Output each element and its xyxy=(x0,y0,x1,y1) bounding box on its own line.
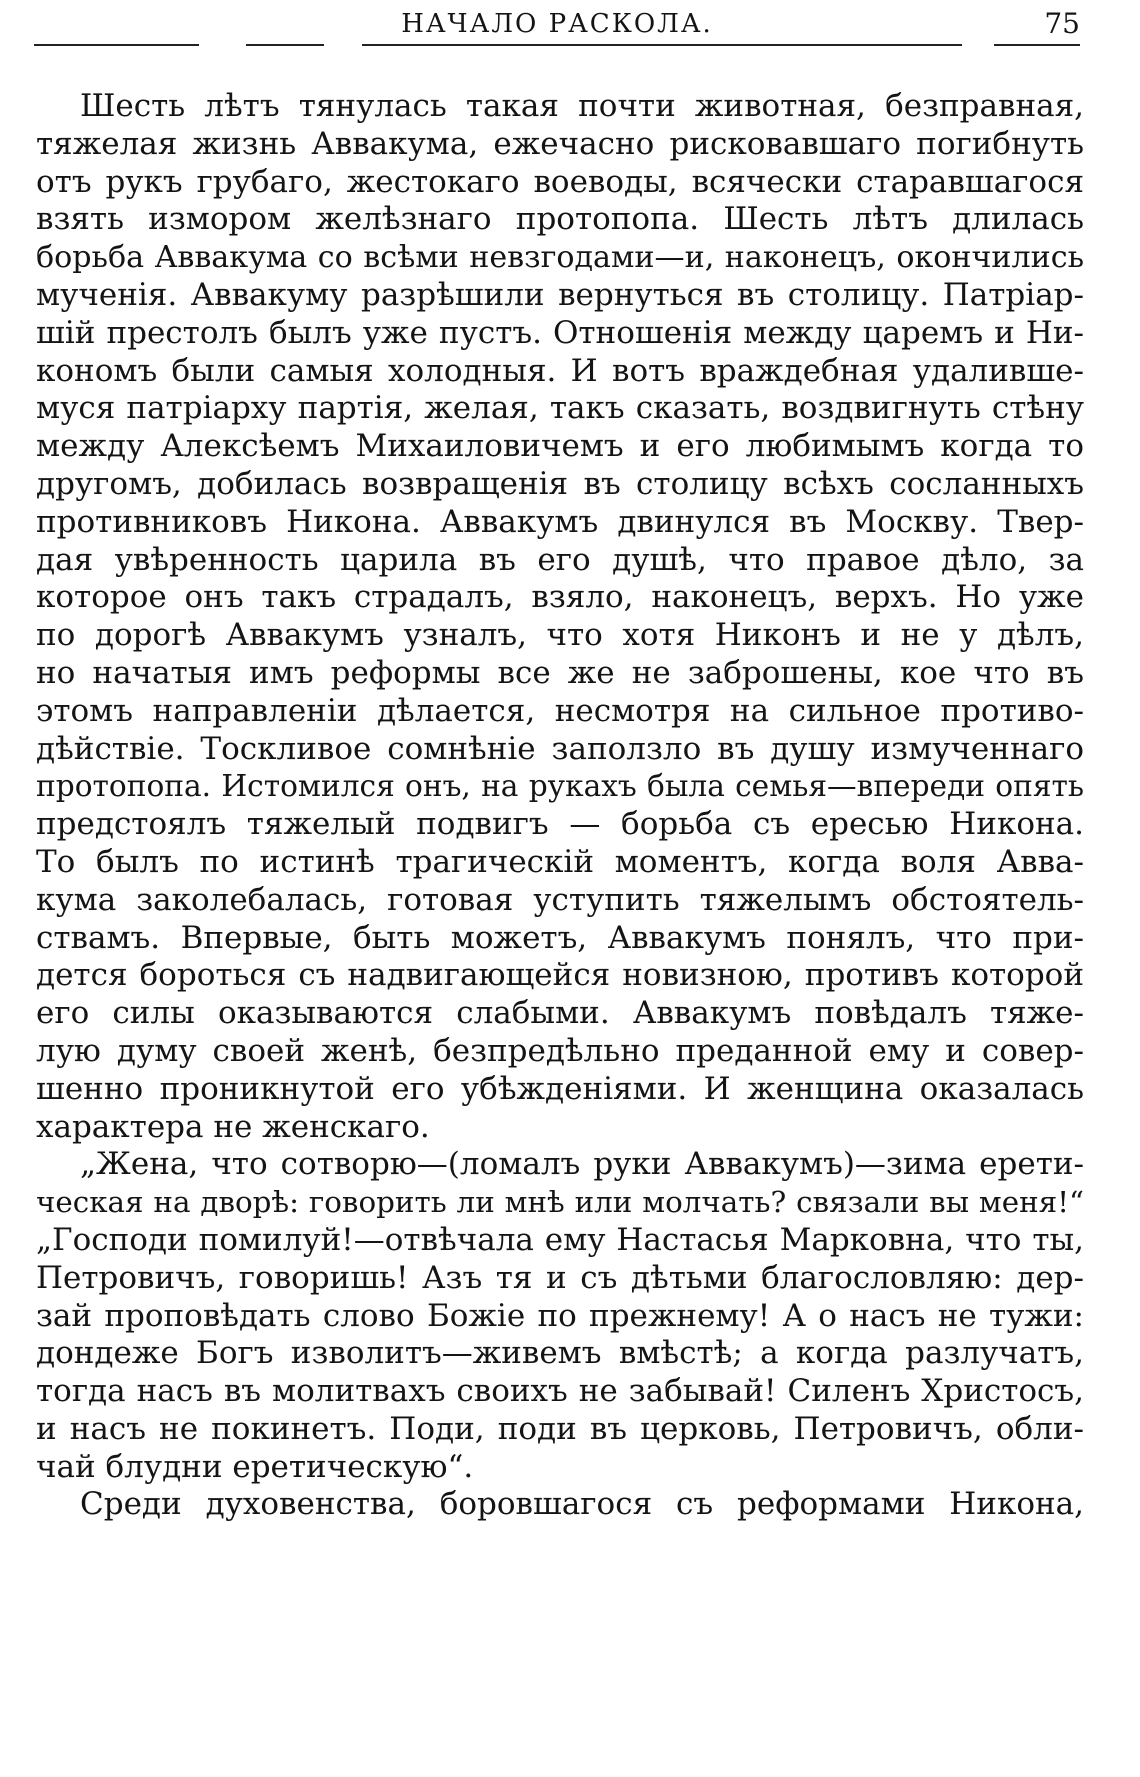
header-rule xyxy=(362,44,962,46)
text-line: чай блудни еретическую“. xyxy=(36,1448,474,1485)
running-header xyxy=(34,4,1080,44)
header-rule xyxy=(246,44,324,46)
text-line: взять измором желѣзнаго протопопа. Шесть лѣтъ длилась xyxy=(36,201,1084,238)
text-line: Среди духовенства, боровшагося съ реформами Никона, xyxy=(80,1486,1084,1523)
text-line: муся патріарху партія, желая, такъ сказать, воздвигнуть стѣну xyxy=(36,390,1084,427)
text-line: дется бороться съ надвигающейся новизною, противъ которой xyxy=(36,957,1084,994)
text-line: шій престолъ былъ уже пустъ. Отношенія между царемъ и Ни- xyxy=(36,314,1084,351)
text-line: другомъ, добилась возвращенія въ столицу всѣхъ сосланныхъ xyxy=(36,465,1084,502)
text-line: тогда насъ въ молитвахъ своихъ не забывай! Силенъ Христосъ, xyxy=(36,1373,1084,1410)
text-line: и насъ не покинетъ. Поди, поди въ церковь, Петровичъ, обли- xyxy=(36,1410,1084,1447)
text-line: отъ рукъ грубаго, жестокаго воеводы, всячески старавшагося xyxy=(36,163,1084,200)
text-line: его силы оказываются слабыми. Аввакумъ повѣдалъ тяже- xyxy=(36,995,1084,1032)
text-line: лую думу своей женѣ, безпредѣльно преданной ему и совер- xyxy=(36,1032,1084,1069)
text-line: дая увѣренность царила въ его душѣ, что правое дѣло, за xyxy=(36,541,1084,578)
text-line: „Жена, что сотворю—(ломалъ руки Аввакумъ)—зима ерети- xyxy=(80,1146,1084,1183)
text-line: которое онъ такъ страдалъ, взяло, наконецъ, верхъ. Но уже xyxy=(36,579,1084,616)
text-line: этомъ направленіи дѣлается, несмотря на сильное противо- xyxy=(36,692,1084,729)
running-title: НАЧАЛО РАСКОЛА. xyxy=(401,9,713,39)
text-line: между Алексѣемъ Михаиловичемъ и его любимымъ когда то xyxy=(36,428,1084,465)
text-line: борьба Аввакума со всѣми невзгодами—и, наконецъ, окончились xyxy=(36,240,1084,276)
text-line: противниковъ Никона. Аввакумъ двинулся въ Москву. Твер- xyxy=(36,503,1084,540)
text-line: зай проповѣдать слово Божіе по прежнему! А о насъ не тужи: xyxy=(36,1297,1084,1334)
text-line: мученія. Аввакуму разрѣшили вернуться въ столицу. Патріар- xyxy=(36,276,1084,313)
text-line: тяжелая жизнь Аввакума, ежечасно рисковавшаго погибнуть xyxy=(36,125,1084,162)
text-line: Шесть лѣтъ тянулась такая почти животная, безправная, xyxy=(80,88,1084,124)
text-line: То былъ по истинѣ трагическій моментъ, когда воля Авва- xyxy=(36,843,1084,880)
header-rule xyxy=(994,44,1080,46)
text-line: „Господи помилуй!—отвѣчала ему Настасья Марковна, что ты, xyxy=(36,1221,1084,1258)
text-line: по дорогѣ Аввакумъ узналъ, что хотя Никонъ и не у дѣлъ, xyxy=(36,617,1084,654)
text-line: Петровичъ, говоришь! Азъ тя и съ дѣтьми благословляю: дер- xyxy=(36,1259,1084,1296)
text-line: но начатыя имъ реформы все же не заброшены, кое что въ xyxy=(36,654,1084,691)
text-line: ствамъ. Впервые, быть можетъ, Аввакумъ понялъ, что при- xyxy=(36,919,1084,956)
body-text xyxy=(36,88,1084,1524)
header-rule xyxy=(34,44,199,46)
text-line: дондеже Богъ изволитъ—живемъ вмѣстѣ; а когда разлучатъ, xyxy=(36,1335,1084,1372)
text-line: шенно проникнутой его убѣжденіями. И женщина оказалась xyxy=(36,1070,1084,1107)
text-line: кономъ были самыя холодныя. И вотъ враждебная удалившe- xyxy=(36,352,1084,389)
page-number: 75 xyxy=(1044,7,1080,40)
text-line: предстоялъ тяжелый подвигъ — борьба съ ересью Никона. xyxy=(36,806,1084,843)
text-line: характера не женскаго. xyxy=(36,1108,430,1145)
text-line: протопопа. Истомился онъ, на рукахъ была семья—впереди опять xyxy=(36,769,1084,804)
text-line: ческая на дворѣ: говорить ли мнѣ или молчать? связали вы меня!“ xyxy=(36,1185,1084,1220)
text-line: дѣйствіе. Тоскливое сомнѣніе заползло въ душу измученнаго xyxy=(36,730,1084,767)
text-line: кума заколебалась, готовая уступить тяжелымъ обстоятель- xyxy=(36,881,1084,918)
